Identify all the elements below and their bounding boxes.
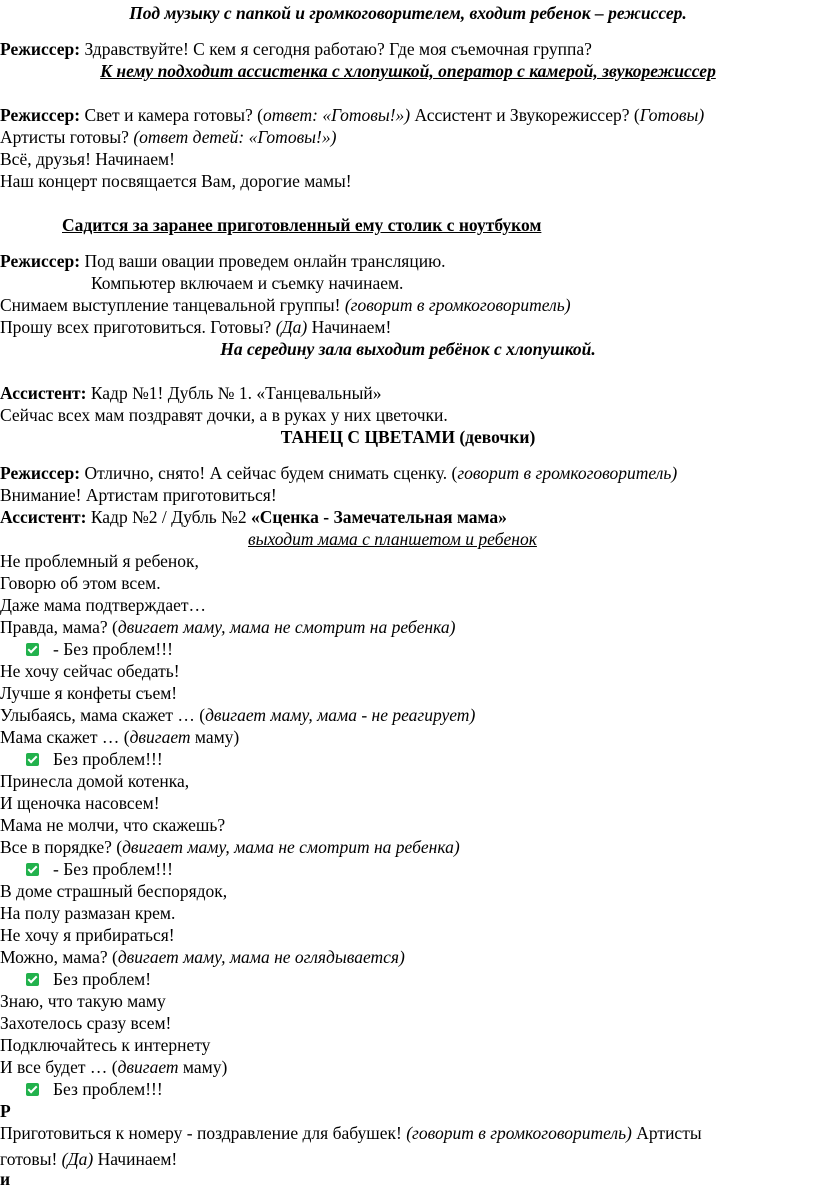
stage-direction [0, 338, 816, 360]
stage-direction-intro [0, 2, 816, 24]
speaker-label: Р [0, 1101, 11, 1121]
poem-text: Можно, мама? ( [0, 947, 118, 967]
speaker-initial [0, 1100, 11, 1122]
poem-line [0, 572, 161, 594]
dialogue-text: Наш концерт посвящается Вам, дорогие мамы! [0, 171, 352, 191]
speaker-label: Ассистент: [0, 383, 87, 403]
poem-text: Знаю, что такую маму [0, 991, 166, 1011]
poem-line [0, 726, 239, 748]
dialogue-text: Всё, друзья! Начинаем! [0, 149, 175, 169]
poem-text: Мама скажет … ( [0, 727, 130, 747]
poem-line [0, 550, 199, 572]
poem-text: Улыбаясь, мама скажет … ( [0, 705, 206, 725]
reply-text: Без проблем!!! [53, 749, 163, 769]
dialogue-text: Артисты [631, 1123, 702, 1143]
dialogue-text: Кадр №1! Дубль № 1. «Танцевальный» [86, 383, 382, 403]
dialogue-text: Начинаем! [307, 317, 392, 337]
poem-line [0, 990, 166, 1012]
dialogue-text: Внимание! Артистам приготовиться! [0, 485, 277, 505]
poem-text: Не хочу сейчас обедать! [0, 661, 180, 681]
stage-direction-text: К нему подходит ассистенка с хлопушкой, оператор с камерой, звукорежиссер [100, 61, 716, 81]
poem-text: И все будет … ( [0, 1057, 118, 1077]
poem-line [0, 770, 189, 792]
poem-line [0, 594, 206, 616]
poem-line [0, 946, 405, 968]
stage-direction [0, 60, 816, 82]
stage-direction-text: На середину зала выходит ребёнок с хлопушкой. [220, 339, 596, 359]
remark-text: (говорит в громкоговоритель) [344, 295, 571, 315]
poem-text: Подключайтесь к интернету [0, 1035, 211, 1055]
speaker-label: и [0, 1169, 11, 1189]
dialogue-line [0, 506, 507, 528]
reply-text: Без проблем! [53, 969, 152, 989]
poem-line [0, 1012, 171, 1034]
speaker-label: Режиссер: [0, 251, 81, 271]
dialogue-line [0, 382, 382, 404]
dialogue-text: Начинаем! [93, 1149, 178, 1169]
dialogue-text: Свет и камера готовы? ( [80, 105, 263, 125]
stage-direction [248, 528, 537, 550]
dialogue-line [0, 404, 448, 426]
poem-text: Лучше я конфеты съем! [0, 683, 178, 703]
checklist-item [26, 1078, 163, 1100]
dialogue-line [0, 294, 571, 316]
poem-text: На полу размазан крем. [0, 903, 176, 923]
checklist-item [26, 638, 173, 660]
stage-direction [62, 214, 541, 236]
remark-text: двигает маму, мама не смотрит на ребенка) [122, 837, 460, 857]
poem-line [0, 682, 177, 704]
poem-line [0, 924, 175, 946]
poem-line [0, 1056, 227, 1078]
poem-line [0, 814, 225, 836]
poem-line [0, 704, 475, 726]
stage-direction-text: Под музыку с папкой и громкоговорителем, входит ребенок – режиссер. [129, 3, 687, 23]
dialogue-text: Отлично, снято! А сейчас будем снимать сценку. ( [80, 463, 458, 483]
poem-line [0, 616, 455, 638]
poem-text: Не хочу я прибираться! [0, 925, 175, 945]
speaker-label: Ассистент: [0, 507, 87, 527]
poem-text: И щеночка насовсем! [0, 793, 160, 813]
dialogue-text: Приготовиться к номеру - поздравление для бабушек! [0, 1123, 407, 1143]
dialogue-text: Артисты готовы? [0, 127, 134, 147]
poem-text: Даже мама подтверждает… [0, 595, 207, 615]
dialogue-line [0, 1122, 702, 1144]
checkbox-checked-icon [26, 863, 39, 876]
reply-text: Без проблем!!! [53, 1079, 163, 1099]
poem-line [0, 880, 227, 902]
poem-text: Не проблемный я ребенок, [0, 551, 199, 571]
remark-text: двигает маму, мама не оглядывается) [117, 947, 405, 967]
remark-text: говорит в громкоговоритель) [457, 463, 678, 483]
dialogue-line [0, 38, 592, 60]
poem-line [0, 1034, 210, 1056]
remark-text: двигает маму, мама не смотрит на ребенка) [117, 617, 456, 637]
poem-text: Захотелось сразу всем! [0, 1013, 172, 1033]
dialogue-text: Под ваши овации проведем онлайн трансляцию. [80, 251, 446, 271]
remark-text: двигает [117, 1057, 179, 1077]
scene-title: «Сценка - Замечательная мама» [250, 507, 507, 527]
dialogue-line [0, 1148, 177, 1170]
poem-text: Принесла домой котенка, [0, 771, 190, 791]
remark-text: Готовы) [639, 105, 705, 125]
dialogue-text: Здравствуйте! С кем я сегодня работаю? Где моя съемочная группа? [80, 39, 592, 59]
remark-text: ответ: «Готовы!») [262, 105, 411, 125]
dialogue-line [91, 272, 403, 294]
checkbox-checked-icon [26, 753, 39, 766]
poem-line [0, 902, 175, 924]
dialogue-line [0, 104, 704, 126]
remark-text: двигает маму, мама - не реагирует) [205, 705, 476, 725]
dialogue-text: Прошу всех приготовиться. Готовы? [0, 317, 276, 337]
dialogue-line [0, 250, 446, 272]
dialogue-line [0, 126, 336, 148]
dialogue-line [0, 462, 677, 484]
checkbox-checked-icon [26, 643, 39, 656]
dialogue-text: Кадр №2 / Дубль №2 [86, 507, 251, 527]
checkbox-checked-icon [26, 973, 39, 986]
stage-direction-text: выходит мама с планшетом и ребенок [248, 529, 537, 549]
poem-line [0, 660, 180, 682]
dialogue-text: готовы! [0, 1149, 62, 1169]
dialogue-text: Компьютер включаем и съемку начинаем. [91, 273, 404, 293]
dialogue-line [0, 148, 175, 170]
dialogue-line [0, 484, 277, 506]
poem-text: Мама не молчи, что скажешь? [0, 815, 226, 835]
speaker-label: Режиссер: [0, 463, 81, 483]
reply-text: - Без проблем!!! [53, 639, 173, 659]
remark-text: (ответ детей: «Готовы!») [133, 127, 337, 147]
section-heading-text: ТАНЕЦ С ЦВЕТАМИ (девочки) [280, 427, 536, 447]
poem-text: Все в порядке? ( [0, 837, 123, 857]
checklist-item [26, 748, 163, 770]
poem-text: маму) [178, 1057, 228, 1077]
checklist-item [26, 968, 151, 990]
dialogue-line [0, 316, 391, 338]
reply-text: - Без проблем!!! [53, 859, 173, 879]
poem-line [0, 792, 160, 814]
checklist-item [26, 858, 173, 880]
poem-text: Правда, мама? ( [0, 617, 118, 637]
speaker-label: Режиссер: [0, 105, 81, 125]
poem-text: Говорю об этом всем. [0, 573, 161, 593]
dialogue-line [0, 170, 352, 192]
remark-text: (говорит в громкоговоритель) [406, 1123, 632, 1143]
remark-text: (Да) [275, 317, 308, 337]
speaker-initial [0, 1168, 10, 1190]
section-heading [0, 426, 816, 448]
remark-text: (Да) [61, 1149, 94, 1169]
poem-text: В доме страшный беспорядок, [0, 881, 228, 901]
checkbox-checked-icon [26, 1083, 39, 1096]
poem-line [0, 836, 460, 858]
dialogue-text: Сейчас всех мам поздравят дочки, а в руках у них цветочки. [0, 405, 448, 425]
stage-direction-text: Садится за заранее приготовленный ему столик с ноутбуком [62, 215, 542, 235]
poem-text: маму) [190, 727, 240, 747]
dialogue-text: Ассистент и Звукорежиссер? ( [410, 105, 640, 125]
speaker-label: Режиссер: [0, 39, 81, 59]
remark-text: двигает [129, 727, 191, 747]
dialogue-text: Снимаем выступление танцевальной группы! [0, 295, 345, 315]
